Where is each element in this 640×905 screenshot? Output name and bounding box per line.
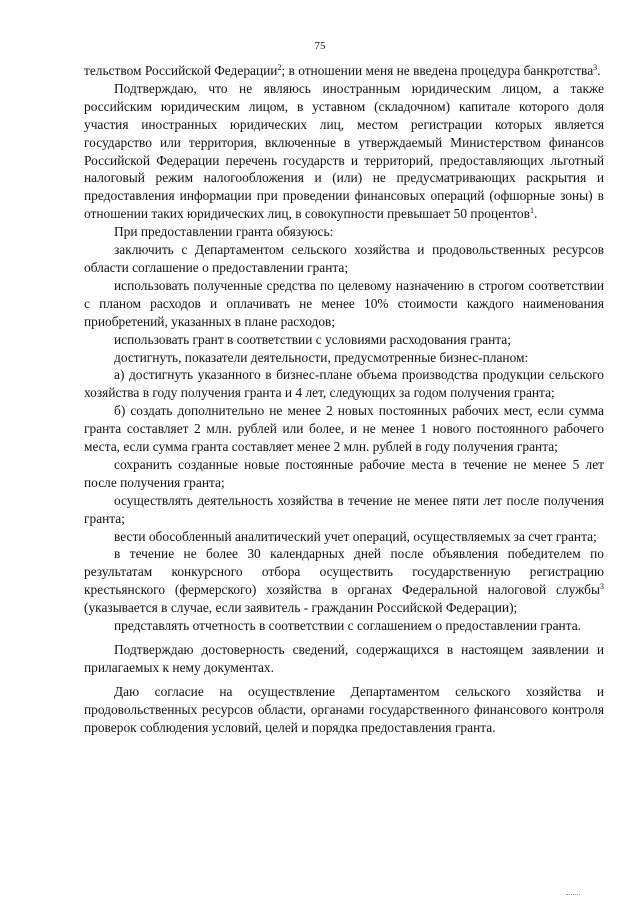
paragraph-text: Даю согласие на осуществление Департаментом сельского хозяйства и продовольственных ресурсов области, органами государственного финансового контроля проверок соблюдения условий, целей и порядка предоставления гранта. — [84, 683, 604, 735]
paragraph-text: использовать грант в соответствии с условиями расходования гранта; — [114, 331, 511, 347]
paragraph-text: Подтверждаю, что не являюсь иностранным юридическим лицом, а также российским юридическим лицом, в уставном (складочном) капитале которого доля участия иностранных юридических лиц, местом регистрации которых является государство или территория, включенные в утверждаемый Министерством финансов Российской Федерации перечень государств и территорий, предоставляющих льготный налоговый режим налогообложения и (или) не предусматривающих раскрытия и предоставления информации при проведении финансовых операций (офшорные зоны) в отношении таких юридических лиц, в совокупности превышает 50 процентов — [84, 80, 604, 222]
paragraph-text: сохранить созданные новые постоянные рабочие места в течение не менее 5 лет после получения гранта; — [84, 456, 604, 490]
paragraph — [84, 683, 604, 737]
paragraph — [84, 617, 604, 635]
paragraph-text: использовать полученные средства по целевому назначению в строгом соответствии с планом расходов и оплачивать не менее 10% стоимости каждого наименования приобретений, указанных в плане расходов; — [84, 277, 604, 329]
paragraph — [84, 223, 604, 241]
paragraph-text: . — [533, 206, 538, 222]
paragraph-text: в течение не более 30 календарных дней после объявления победителем по результатам конкурсного отбора осуществить государственную регистрацию крестьянского (фермерского) хозяйства в органах Федеральной налоговой службы — [84, 546, 604, 598]
paragraph-text: вести обособленный аналитический учет операций, осуществляемых за счет гранта; — [114, 528, 597, 544]
paragraph-text: осуществлять деятельность хозяйства в течение не менее пяти лет после получения гранта; — [84, 492, 604, 526]
paragraph — [84, 528, 604, 546]
paragraph-text: . — [597, 63, 601, 78]
paragraph-text: (указывается в случае, если заявитель - гражданин Российской Федерации); — [84, 600, 518, 616]
footnote-ref: 2 — [277, 63, 282, 72]
paragraph-text: достигнуть, показатели деятельности, предусмотренные бизнес-планом: — [114, 349, 529, 365]
paragraph — [84, 62, 604, 80]
footnote-ref: 3 — [600, 582, 604, 592]
body-text — [84, 62, 604, 737]
paragraph — [84, 241, 604, 277]
paragraph — [84, 641, 604, 677]
paragraph-text: представлять отчетность в соответствии с соглашением о предоставлении гранта. — [114, 618, 582, 634]
paragraph — [84, 456, 604, 492]
footnote-ref: 3 — [593, 63, 598, 72]
paragraph-text: б) создать дополнительно не менее 2 новых постоянных рабочих мест, если сумма гранта составляет 2 млн. рублей или более, и не менее 1 нового постоянного рабочего места, если сумма гранта составляет менее 2 млн. рублей в году получения гранта; — [84, 403, 604, 455]
paragraph-text: При предоставлении гранта обязуюсь: — [114, 224, 334, 240]
paragraph — [84, 277, 604, 331]
paragraph-text: а) достигнуть указанного в бизнес-плане объема производства продукции сельского хозяйства в году получения гранта и 4 лет, следующих за годом получения гранта; — [84, 367, 604, 401]
paragraph — [84, 402, 604, 456]
footnote-ref: 1 — [529, 206, 534, 216]
paragraph — [84, 349, 604, 367]
paragraph-text: заключить с Департаментом сельского хозяйства и продовольственных ресурсов области соглашение о предоставлении гранта; — [84, 242, 604, 275]
paragraph-text: тельством Российской Федерации — [84, 63, 278, 78]
paragraph — [84, 492, 604, 528]
paragraph-text: Подтверждаю достоверность сведений, содержащихся в настоящем заявлении и прилагаемых к нему документах. — [84, 642, 604, 675]
paragraph-text: ; в отношении меня не введена процедура банкротства — [281, 63, 594, 78]
paragraph — [84, 545, 604, 617]
paragraph — [84, 80, 604, 223]
paragraph — [84, 366, 604, 402]
page-number: 75 — [314, 40, 326, 52]
scan-mark — [566, 894, 580, 897]
paragraph — [84, 331, 604, 349]
